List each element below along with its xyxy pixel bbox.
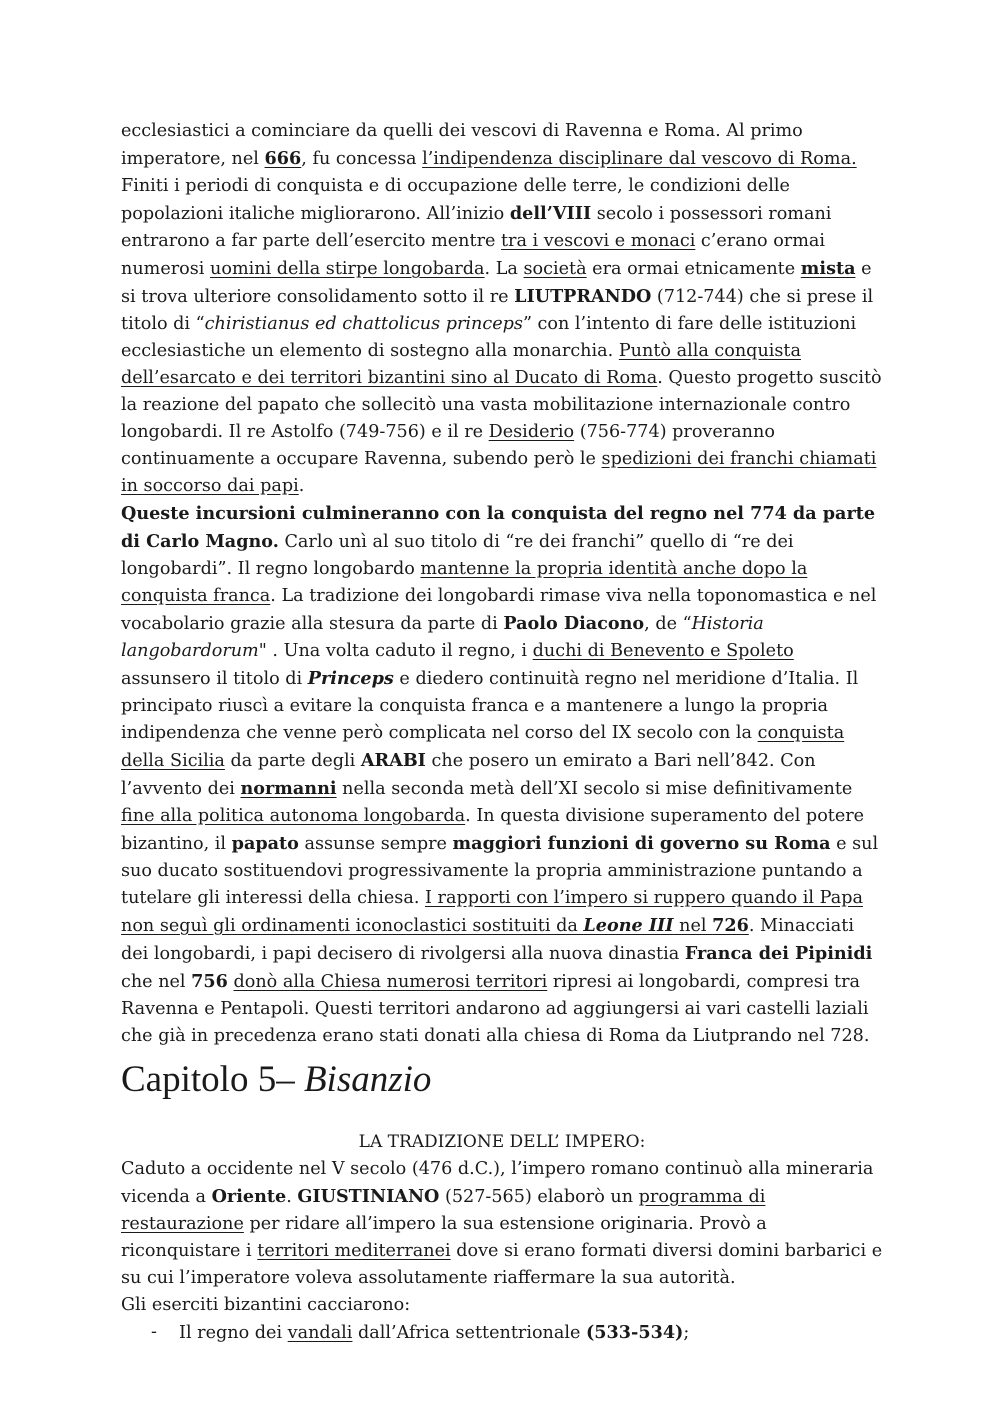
underlined-text: tra i vescovi e monaci xyxy=(500,231,696,251)
paragraph-bisanzio-2: Gli eserciti bizantini cacciarono: xyxy=(121,1295,411,1315)
bold-text: GIUSTINIANO xyxy=(297,1186,440,1207)
bullet-list xyxy=(121,1319,883,1347)
bold-text: Oriente xyxy=(211,1186,287,1207)
bold-text: Paolo Diacono xyxy=(503,613,645,634)
bold-underlined-text: mista xyxy=(800,258,856,279)
underlined-text: conquista della Sicilia xyxy=(121,723,845,771)
bold-text: ARABI xyxy=(360,750,426,771)
chapter-number: Capitolo 5– xyxy=(121,1059,304,1100)
text: , de “ xyxy=(644,614,692,634)
underlined-text: duchi di Benevento e Spoleto xyxy=(532,641,794,661)
text: (527-565) elaborò un xyxy=(439,1187,639,1207)
bold-text: LIUTPRANDO xyxy=(514,286,652,307)
bold-text: maggiori funzioni di governo su Roma xyxy=(452,833,831,854)
text: per ridare all’impero la sua estensione originaria. Provò a riconquistare i xyxy=(121,1214,767,1261)
underlined-text: uomini della stirpe longobarda xyxy=(210,259,485,279)
text: . Minacciati dei longobardi, i papi decisero di rivolgersi alla nuova dinastia xyxy=(121,916,854,964)
bold-text: dell’VIII xyxy=(509,203,592,224)
underlined-text: vandali xyxy=(287,1323,353,1343)
text: ” con l’intento di fare delle istituzioni ecclesiastiche un elemento di sostegno alla monarchia. xyxy=(121,314,857,361)
underlined-text: nel xyxy=(673,916,713,936)
bold-text: Franca dei Pipinidi xyxy=(684,943,873,964)
text: dove si erano formati diversi domini barbarici e su cui l’imperatore voleva assolutamente riaffermare la sua autorità. xyxy=(121,1241,883,1288)
text: e diedero continuità regno nel meridione d’Italia. Il principato riuscì a evitare la conquista franca e a mantenere a lungo la propria indipendenza che venne però complicata nel corso del IX secolo con la xyxy=(121,669,859,743)
list-item xyxy=(121,1319,883,1347)
bold-underlined-text: normanni xyxy=(240,778,337,799)
bold-italic-text: Princeps xyxy=(307,668,394,689)
chapter-title: Bisanzio xyxy=(303,1059,432,1100)
text: che nel xyxy=(121,972,192,992)
chapter-heading xyxy=(121,1058,883,1102)
bold-text: Queste incursioni culmineranno con la conquista del regno nel 774 da parte di Carlo Magno. xyxy=(121,503,876,552)
bold-text: 756 xyxy=(191,971,228,992)
text: da parte degli xyxy=(224,751,361,771)
paragraph-bisanzio-1 xyxy=(121,1156,883,1292)
text: secolo i possessori romani entrarono a far parte dell’esercito mentre xyxy=(121,204,832,251)
section-title: LA TRADIZIONE DELL’ IMPERO: xyxy=(358,1132,646,1152)
italic-text: Historia langobardorum xyxy=(121,614,764,661)
text: . La tradizione dei longobardi rimase viva nella toponomastica e nel vocabolario grazie alla stesura da parte di xyxy=(121,586,877,634)
text: . Questo progetto suscitò la reazione del papato che sollecitò una vasta mobilitazione internazionale contro longobardi. Il re Astolfo (749-756) e il re xyxy=(121,368,882,442)
text: , fu concessa xyxy=(301,149,423,169)
text: c’erano ormai numerosi xyxy=(121,231,826,279)
text: (756-774) proveranno continuamente a occupare Ravenna, subendo però le xyxy=(121,422,775,469)
bold-underlined-text: 726 xyxy=(712,915,749,936)
document-page xyxy=(121,118,883,1347)
text: e si trova ulteriore consolidamento sotto il re xyxy=(121,259,872,307)
paragraph-longobardi-1 xyxy=(121,118,883,500)
underlined-text: spedizioni dei franchi chiamati in soccorso dai papi xyxy=(121,449,877,496)
text: (712-744) che si prese il titolo di “ xyxy=(121,287,874,334)
text: . xyxy=(298,476,305,496)
underlined-text: Desiderio xyxy=(488,422,575,442)
text: ecclesiastici a cominciare da quelli dei vescovi di Ravenna e Roma. Al primo imperatore, nel xyxy=(121,121,803,169)
underlined-text: società xyxy=(523,259,587,279)
text: assunse sempre xyxy=(298,834,453,854)
text: assunsero il titolo di xyxy=(121,669,308,689)
paragraph-longobardi-2 xyxy=(121,500,883,1050)
text: e sul suo ducato sostituendovi progressivamente la propria amministrazione puntando a tutelare gli interessi della chiesa. xyxy=(121,834,879,908)
bold-text: (533-534) xyxy=(585,1322,684,1343)
underlined-text: programma di restaurazione xyxy=(121,1187,766,1234)
underlined-text: territori mediterranei xyxy=(257,1241,451,1261)
text: era ormai etnicamente xyxy=(586,259,801,279)
bold-italic-underlined-text: Leone III xyxy=(583,915,674,936)
text: ripresi ai longobardi, compresi tra Ravenna e Pentapoli. Questi territori andarono ad aggiungersi ai vari castelli laziali che già in precedenza erano stati donati alla chiesa di Roma da Liutprando nel 728. xyxy=(121,972,870,1046)
italic-text: chiristianus ed chattolicus princeps xyxy=(204,314,523,334)
bold-text: papato xyxy=(231,833,299,854)
text: Finiti i periodi di conquista e di occupazione delle terre, le condizioni delle popolazioni italiche migliorarono. All’inizio xyxy=(121,176,790,224)
text: ; xyxy=(683,1323,690,1343)
text: . In questa divisione superamento del potere bizantino, il xyxy=(121,806,865,854)
underlined-text: I rapporti con l’impero si ruppero quando il Papa non seguì gli ordinamenti iconoclastici sostituiti da xyxy=(121,888,863,936)
text: " . Una volta caduto il regno, i xyxy=(258,641,533,661)
text: . La xyxy=(484,259,524,279)
underlined-text: fine alla politica autonoma longobarda xyxy=(121,806,466,826)
text: . xyxy=(286,1187,298,1207)
text: Carlo unì al suo titolo di “re dei franchi” quello di “re dei longobardi”. Il regno longobardo xyxy=(121,532,794,579)
underlined-text: Puntò alla conquista dell’esarcato e dei territori bizantini sino al Ducato di Roma xyxy=(121,341,801,388)
dash-bullet: - xyxy=(151,1322,157,1342)
text: Caduto a occidente nel V secolo (476 d.C.), l’impero romano continuò alla mineraria vicenda a xyxy=(121,1159,874,1207)
year-666: 666 xyxy=(264,148,302,169)
underlined-text: l’indipendenza disciplinare dal vescovo di Roma. xyxy=(422,149,857,169)
text: Il regno dei xyxy=(179,1323,288,1343)
underlined-text: mantenne la propria identità anche dopo la conquista franca xyxy=(121,559,808,606)
text: che posero un emirato a Bari nell’842. Con l’avvento dei xyxy=(121,751,816,799)
underlined-text: donò alla Chiesa numerosi territori xyxy=(233,972,548,992)
text: nella seconda metà dell’XI secolo si mise definitivamente xyxy=(336,779,853,799)
text: dall’Africa settentrionale xyxy=(352,1323,586,1343)
